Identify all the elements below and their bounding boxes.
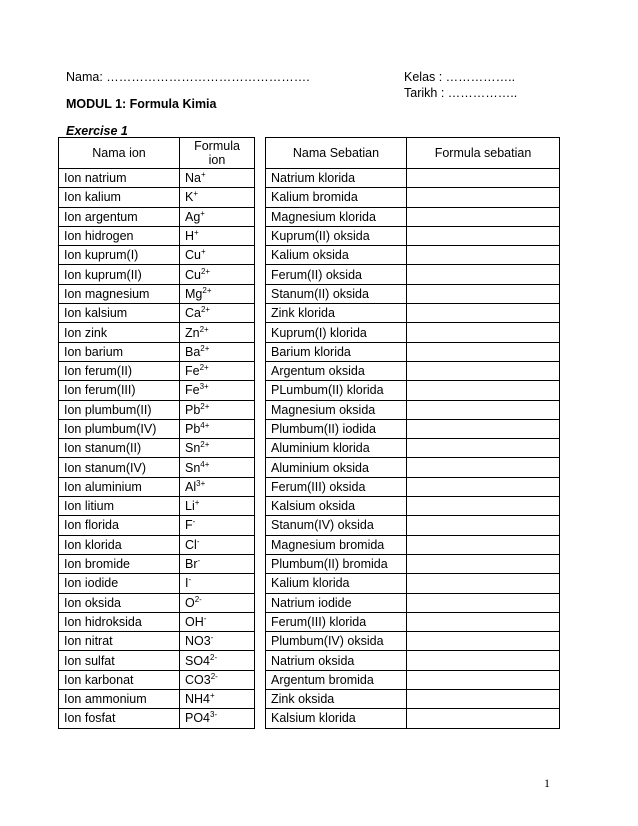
- compound-formula-answer-cell[interactable]: [407, 690, 560, 709]
- ion-name-cell: Ion sulfat: [59, 651, 180, 670]
- ion-formula-symbol: F: [185, 518, 193, 533]
- ion-name-cell: Ion florida: [59, 516, 180, 535]
- compound-formula-answer-cell[interactable]: [407, 535, 560, 554]
- ion-formula-cell: [180, 497, 255, 516]
- ion-formula-symbol: Li: [185, 499, 195, 514]
- ion-name-cell: Ion zink: [59, 323, 180, 342]
- ion-charge: 2+: [200, 440, 210, 450]
- ion-name-cell: Ion nitrat: [59, 632, 180, 651]
- compound-formula-answer-cell[interactable]: [407, 342, 560, 361]
- ion-charge: 3+: [199, 382, 209, 392]
- compound-name-cell: Natrium oksida: [266, 651, 407, 670]
- ion-table-row: [59, 419, 255, 438]
- ion-formula-symbol: Ca: [185, 306, 201, 321]
- ion-formula-cell: [180, 284, 255, 303]
- compound-formula-answer-cell[interactable]: [407, 458, 560, 477]
- compound-name-cell: Plumbum(IV) oksida: [266, 632, 407, 651]
- compound-name-cell: Magnesium klorida: [266, 207, 407, 226]
- compound-formula-answer-cell[interactable]: [407, 593, 560, 612]
- ion-formula-symbol: PO4: [185, 711, 211, 726]
- compound-table-row: [266, 342, 560, 361]
- compound-name-cell: Ferum(III) oksida: [266, 477, 407, 496]
- compound-table-row: [266, 265, 560, 284]
- ion-table-row: [59, 709, 255, 728]
- compound-formula-answer-cell[interactable]: [407, 477, 560, 496]
- ion-charge: 2+: [200, 401, 210, 411]
- page-number: 1: [544, 776, 550, 790]
- compound-name-cell: Ferum(III) klorida: [266, 612, 407, 631]
- ion-name-cell: Ion argentum: [59, 207, 180, 226]
- ion-formula-cell: [180, 477, 255, 496]
- compound-name-cell: Kuprum(I) klorida: [266, 323, 407, 342]
- ion-name-cell: Ion hidrogen: [59, 226, 180, 245]
- compound-name-cell: Kuprum(II) oksida: [266, 226, 407, 245]
- compound-name-cell: Natrium iodide: [266, 593, 407, 612]
- compound-formula-answer-cell[interactable]: [407, 246, 560, 265]
- compound-name-cell: Kalsium oksida: [266, 497, 407, 516]
- compound-name-cell: Kalium klorida: [266, 574, 407, 593]
- ion-table-row: [59, 690, 255, 709]
- ion-formula-symbol: Ag: [185, 209, 201, 224]
- compound-formula-answer-cell[interactable]: [407, 439, 560, 458]
- compound-name-header: Nama Sebatian: [266, 138, 407, 169]
- ion-charge: -: [196, 536, 200, 546]
- ion-formula-cell: [180, 458, 255, 477]
- ion-formula-cell: [180, 323, 255, 342]
- ion-formula-symbol: Fe: [185, 364, 200, 379]
- compound-table-row: [266, 651, 560, 670]
- ion-formula-cell: [180, 535, 255, 554]
- ion-formula-symbol: Br: [185, 557, 198, 572]
- compound-table-row: [266, 304, 560, 323]
- compound-formula-answer-cell[interactable]: [407, 651, 560, 670]
- compound-name-cell: Argentum oksida: [266, 361, 407, 380]
- ion-formula-symbol: O: [185, 595, 195, 610]
- ion-formula-cell: [180, 632, 255, 651]
- ion-formula-symbol: Al: [185, 479, 197, 494]
- ion-formula-cell: [180, 419, 255, 438]
- ion-formula-cell: [180, 342, 255, 361]
- compound-table-row: [266, 497, 560, 516]
- ion-formula-symbol: SO4: [185, 653, 211, 668]
- ion-formula-symbol: Sn: [185, 441, 201, 456]
- ion-formula-symbol: Mg: [185, 286, 203, 301]
- class-field-line: Kelas : ……………..: [404, 70, 516, 84]
- ion-table-row: [59, 400, 255, 419]
- compound-table-row: [266, 574, 560, 593]
- compound-name-cell: Stanum(II) oksida: [266, 284, 407, 303]
- ion-formula-symbol: Pb: [185, 422, 201, 436]
- compound-formula-answer-cell[interactable]: [407, 400, 560, 419]
- ion-charge: -: [210, 633, 214, 643]
- ion-formula-symbol: NH4: [185, 692, 211, 707]
- compound-table-row: [266, 207, 560, 226]
- compound-table-row: [266, 516, 560, 535]
- ion-formula-symbol: Fe: [185, 383, 200, 398]
- compound-table-row: [266, 670, 560, 689]
- ion-formula-cell: [180, 709, 255, 728]
- ion-formula-symbol: NO3: [185, 634, 211, 649]
- compound-formula-answer-cell[interactable]: [407, 612, 560, 631]
- compound-formula-answer-cell[interactable]: [407, 554, 560, 573]
- compound-name-cell: Zink klorida: [266, 304, 407, 323]
- compound-formula-answer-cell[interactable]: [407, 709, 560, 728]
- ion-charge: -: [203, 613, 207, 623]
- compound-name-cell: Aluminium klorida: [266, 439, 407, 458]
- compound-name-cell: Kalium bromida: [266, 188, 407, 207]
- compound-table-row: [266, 458, 560, 477]
- ion-name-cell: Ion ferum(III): [59, 381, 180, 400]
- ion-table-row: [59, 207, 255, 226]
- exercise-title: Exercise 1: [66, 124, 128, 138]
- ion-name-cell: Ion kalsium: [59, 304, 180, 323]
- ion-formula-cell: [180, 574, 255, 593]
- ion-name-cell: Ion ferum(II): [59, 361, 180, 380]
- ion-name-cell: Ion iodide: [59, 574, 180, 593]
- compound-formula-answer-cell[interactable]: [407, 361, 560, 380]
- ion-table-row: [59, 554, 255, 573]
- compound-formula-answer-cell[interactable]: [407, 226, 560, 245]
- compound-name-cell: PLumbum(II) klorida: [266, 381, 407, 400]
- compound-table-row: [266, 169, 560, 188]
- ion-name-cell: Ion ammonium: [59, 690, 180, 709]
- ion-formula-symbol: Sn: [185, 460, 201, 475]
- ion-formula-symbol: Cl: [185, 537, 197, 552]
- ion-table-row: [59, 226, 255, 245]
- compound-formula-answer-cell[interactable]: [407, 516, 560, 535]
- compound-table-row: [266, 554, 560, 573]
- compound-table-row: [266, 246, 560, 265]
- compound-table-row: [266, 593, 560, 612]
- ion-formula-cell: [180, 593, 255, 612]
- ion-formula-symbol: Na: [185, 171, 201, 186]
- compound-name-cell: Aluminium oksida: [266, 458, 407, 477]
- compound-table-row: [266, 361, 560, 380]
- ion-charge: 2+: [199, 362, 209, 372]
- compound-table-row: [266, 188, 560, 207]
- ion-name-cell: Ion plumbum(II): [59, 400, 180, 419]
- compound-name-cell: Zink oksida: [266, 690, 407, 709]
- ion-table-row: [59, 535, 255, 554]
- ion-table-row: [59, 497, 255, 516]
- ion-formula-symbol: Cu: [185, 248, 201, 263]
- compound-table-row: [266, 400, 560, 419]
- ion-charge: 4+: [200, 420, 210, 430]
- ion-table-row: [59, 304, 255, 323]
- compound-table-row: [266, 690, 560, 709]
- ion-formula-cell: [180, 381, 255, 400]
- compound-formula-answer-cell[interactable]: [407, 265, 560, 284]
- ion-charge: 2+: [200, 266, 211, 276]
- ion-charge: +: [200, 208, 205, 218]
- ion-table-row: [59, 246, 255, 265]
- ion-name-cell: Ion plumbum(IV): [59, 419, 180, 438]
- compound-table-row: [266, 632, 560, 651]
- compound-table-row: [266, 226, 560, 245]
- compound-name-cell: Stanum(IV) oksida: [266, 516, 407, 535]
- ion-name-cell: Ion oksida: [59, 593, 180, 612]
- compound-name-cell: Kalium oksida: [266, 246, 407, 265]
- ion-formula-cell: [180, 400, 255, 419]
- ion-charge: -: [192, 517, 196, 527]
- ion-charge: 3-: [210, 710, 218, 720]
- compound-formula-header: Formula sebatian: [407, 138, 560, 169]
- compound-name-cell: Kalsium klorida: [266, 709, 407, 728]
- ion-charge: +: [200, 247, 206, 257]
- ion-charge: +: [194, 227, 199, 237]
- ion-name-cell: Ion litium: [59, 497, 180, 516]
- ion-formula-header: Formula ion: [180, 138, 255, 169]
- ion-name-header: Nama ion: [59, 138, 180, 169]
- compound-name-cell: Plumbum(II) iodida: [266, 419, 407, 438]
- compound-name-cell: Argentum bromida: [266, 670, 407, 689]
- ion-table-row: [59, 265, 255, 284]
- compound-name-cell: Natrium klorida: [266, 169, 407, 188]
- compound-formula-answer-cell[interactable]: [407, 419, 560, 438]
- ion-formula-cell: [180, 169, 255, 188]
- ion-formula-cell: [180, 246, 255, 265]
- ion-charge: +: [210, 691, 215, 700]
- compound-table-row: [266, 612, 560, 631]
- compound-table-row: [266, 419, 560, 438]
- compound-formula-answer-cell[interactable]: [407, 670, 560, 689]
- ion-name-cell: Ion aluminium: [59, 477, 180, 496]
- date-field-line: Tarikh : ……………..: [404, 86, 518, 100]
- compound-table-row: [266, 323, 560, 342]
- ion-table-row: [59, 169, 255, 188]
- compound-formula-answer-cell[interactable]: [407, 497, 560, 516]
- ion-charge: 2-: [194, 594, 202, 604]
- ion-formula-symbol: Pb: [185, 402, 201, 417]
- ion-charge: 2+: [202, 285, 212, 295]
- compound-formula-answer-cell[interactable]: [407, 169, 560, 188]
- ion-table-row: [59, 632, 255, 651]
- compound-table-row: [266, 439, 560, 458]
- ion-formula-symbol: Cu: [185, 267, 201, 282]
- compound-table: [265, 137, 560, 729]
- compound-formula-answer-cell[interactable]: [407, 284, 560, 303]
- ion-table-row: [59, 593, 255, 612]
- ion-table-row: [59, 516, 255, 535]
- name-field-line: Nama: ………………………………………….: [66, 70, 310, 84]
- ion-formula-symbol: Zn: [185, 325, 200, 340]
- ion-name-cell: Ion kuprum(II): [59, 265, 180, 284]
- ion-table: [58, 137, 255, 729]
- ion-charge: +: [194, 498, 200, 508]
- ion-charge: +: [200, 169, 206, 179]
- ion-charge: 2+: [200, 305, 211, 315]
- ion-charge: 2-: [210, 671, 218, 681]
- ion-table-row: [59, 323, 255, 342]
- compound-table-row: [266, 477, 560, 496]
- ion-charge: 2-: [210, 652, 218, 662]
- ion-formula-symbol: OH: [185, 614, 204, 629]
- ion-name-cell: Ion magnesium: [59, 284, 180, 303]
- compound-name-cell: Plumbum(II) bromida: [266, 554, 407, 573]
- ion-formula-symbol: I: [185, 576, 189, 591]
- ion-name-cell: Ion fosfat: [59, 709, 180, 728]
- ion-formula-cell: [180, 690, 255, 709]
- compound-name-cell: Barium klorida: [266, 342, 407, 361]
- ion-formula-cell: [180, 516, 255, 535]
- ion-charge: -: [188, 575, 192, 585]
- compound-formula-answer-cell[interactable]: [407, 381, 560, 400]
- ion-formula-symbol: H: [185, 229, 195, 244]
- ion-formula-cell: [180, 304, 255, 323]
- ion-table-row: [59, 458, 255, 477]
- ion-name-cell: Ion stanum(IV): [59, 458, 180, 477]
- ion-name-cell: Ion bromide: [59, 554, 180, 573]
- compound-name-cell: Ferum(II) oksida: [266, 265, 407, 284]
- ion-charge: 3+: [196, 478, 206, 488]
- ion-formula-cell: [180, 207, 255, 226]
- ion-table-row: [59, 651, 255, 670]
- ion-formula-cell: [180, 265, 255, 284]
- ion-formula-cell: [180, 439, 255, 458]
- ion-formula-cell: [180, 612, 255, 631]
- ion-table-row: [59, 284, 255, 303]
- compound-formula-answer-cell[interactable]: [407, 323, 560, 342]
- ion-charge: 2+: [199, 324, 209, 334]
- ion-formula-cell: [180, 226, 255, 245]
- ion-table-row: [59, 361, 255, 380]
- ion-formula-symbol: Ba: [185, 344, 201, 359]
- ion-name-cell: Ion kalium: [59, 188, 180, 207]
- ion-name-cell: Ion klorida: [59, 535, 180, 554]
- module-title: MODUL 1: Formula Kimia: [66, 97, 217, 111]
- ion-charge: +: [193, 189, 199, 199]
- ion-formula-cell: [180, 670, 255, 689]
- ion-table-row: [59, 188, 255, 207]
- ion-name-cell: Ion hidroksida: [59, 612, 180, 631]
- compound-name-cell: Magnesium oksida: [266, 400, 407, 419]
- ion-formula-symbol: K: [185, 190, 194, 205]
- ion-charge: -: [197, 555, 201, 565]
- ion-formula-cell: [180, 554, 255, 573]
- ion-charge: 4+: [200, 459, 210, 469]
- compound-formula-answer-cell[interactable]: [407, 304, 560, 323]
- ion-table-row: [59, 381, 255, 400]
- ion-name-cell: Ion stanum(II): [59, 439, 180, 458]
- compound-table-row: [266, 381, 560, 400]
- ion-table-row: [59, 342, 255, 361]
- compound-formula-answer-cell[interactable]: [407, 632, 560, 651]
- compound-table-row: [266, 535, 560, 554]
- ion-name-cell: Ion kuprum(I): [59, 246, 180, 265]
- ion-formula-cell: [180, 651, 255, 670]
- compound-formula-answer-cell[interactable]: [407, 188, 560, 207]
- ion-table-row: [59, 477, 255, 496]
- ion-table-row: [59, 670, 255, 689]
- compound-formula-answer-cell[interactable]: [407, 207, 560, 226]
- ion-table-row: [59, 612, 255, 631]
- compound-table-row: [266, 284, 560, 303]
- ion-charge: 2+: [200, 343, 210, 353]
- compound-name-cell: Magnesium bromida: [266, 535, 407, 554]
- ion-name-cell: Ion natrium: [59, 169, 180, 188]
- ion-formula-symbol: CO3: [185, 672, 211, 687]
- ion-name-cell: Ion karbonat: [59, 670, 180, 689]
- ion-table-row: [59, 574, 255, 593]
- ion-table-row: [59, 439, 255, 458]
- ion-formula-cell: [180, 188, 255, 207]
- compound-formula-answer-cell[interactable]: [407, 574, 560, 593]
- ion-formula-cell: [180, 361, 255, 380]
- ion-name-cell: Ion barium: [59, 342, 180, 361]
- compound-table-row: [266, 709, 560, 728]
